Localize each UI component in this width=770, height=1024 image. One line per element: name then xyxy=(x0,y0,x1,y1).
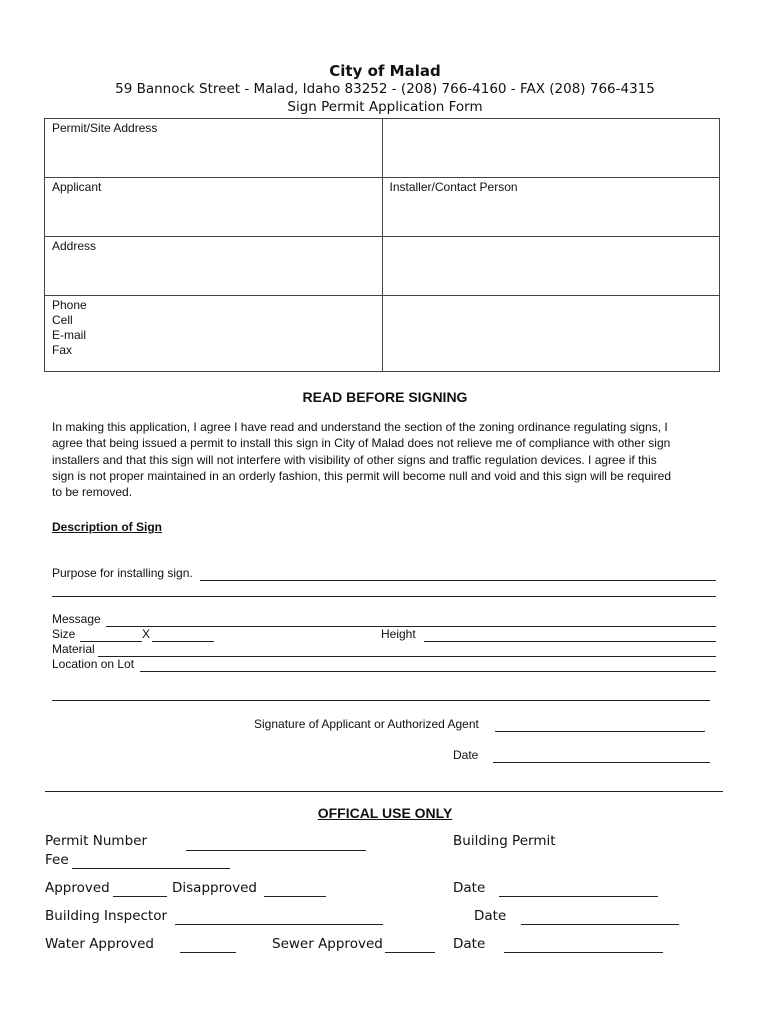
description-of-sign-heading: Description of Sign xyxy=(52,520,163,534)
sewer-approved-line[interactable] xyxy=(385,952,435,953)
fee-label: Fee xyxy=(45,852,69,868)
agreement-line: In making this application, I agree I have read and understand the section of the zoning ordinance regulating signs, I xyxy=(52,420,668,434)
city-address-line: 59 Bannock Street - Malad, Idaho 83252 - (208) 766-4160 - FAX (208) 766-4315 xyxy=(115,81,655,97)
agreement-paragraph xyxy=(52,419,724,500)
approved-label: Approved xyxy=(45,880,110,896)
applicant-label: Applicant xyxy=(52,180,102,194)
permit-number-label: Permit Number xyxy=(45,833,147,849)
disapproved-line[interactable] xyxy=(264,896,326,897)
form-name: Sign Permit Application Form xyxy=(287,99,483,115)
agreement-line: agree that being issued a permit to install this sign in City of Malad does not relieve me of compliance with other sign xyxy=(52,436,671,451)
location-on-lot-line[interactable] xyxy=(140,671,716,672)
signature-label: Signature of Applicant or Authorized Agent xyxy=(254,717,479,731)
inspector-date-line[interactable] xyxy=(521,924,679,925)
address-value-cell[interactable] xyxy=(382,237,720,296)
fax-label: Fax xyxy=(52,343,73,357)
approval-date-line[interactable] xyxy=(499,896,658,897)
page-title: City of Malad xyxy=(329,62,441,80)
address-cell[interactable] xyxy=(45,237,383,296)
purpose-label: Purpose for installing sign. xyxy=(52,566,193,580)
size-label: Size xyxy=(52,627,76,641)
section-divider xyxy=(45,791,723,792)
water-approved-line[interactable] xyxy=(180,952,236,953)
official-use-heading: OFFICAL USE ONLY xyxy=(317,805,453,821)
applicant-info-table xyxy=(44,118,720,372)
cell-label: Cell xyxy=(52,313,73,327)
permit-site-address-label: Permit/Site Address xyxy=(52,121,158,135)
date-label: Date xyxy=(453,748,479,762)
permit-number-line[interactable] xyxy=(186,850,366,851)
installer-contact-cell[interactable] xyxy=(382,178,720,237)
signature-line[interactable] xyxy=(495,731,705,732)
inspector-date-label: Date xyxy=(474,908,507,924)
material-label: Material xyxy=(52,642,95,656)
contact-numbers-value-cell[interactable] xyxy=(382,296,720,372)
sewer-approved-label: Sewer Approved xyxy=(272,936,383,952)
permit-site-address-value-cell[interactable] xyxy=(382,119,720,178)
location-on-lot-label: Location on Lot xyxy=(52,657,135,671)
sewer-date-label: Date xyxy=(453,936,486,952)
material-line[interactable] xyxy=(98,656,716,657)
purpose-line-2[interactable] xyxy=(52,596,716,597)
agreement-line: sign is not proper maintained in an orderly fashion, this permit will become null and void and this sign will be required xyxy=(52,468,671,483)
building-permit-label: Building Permit xyxy=(453,833,556,849)
read-before-signing-heading: READ BEFORE SIGNING xyxy=(302,389,468,405)
approval-date-label: Date xyxy=(453,880,486,896)
height-label: Height xyxy=(381,627,416,641)
extra-notes-line[interactable] xyxy=(52,700,710,701)
agreement-line: installers and that this sign will not interfere with visibility of other signs and traffic regulation devices. I agree if this xyxy=(52,452,657,467)
sewer-date-line[interactable] xyxy=(504,952,663,953)
email-label: E-mail xyxy=(52,328,87,342)
message-label: Message xyxy=(52,612,101,626)
water-approved-label: Water Approved xyxy=(45,936,154,952)
date-line[interactable] xyxy=(493,762,710,763)
applicant-cell[interactable] xyxy=(45,178,383,237)
installer-contact-label: Installer/Contact Person xyxy=(389,180,518,194)
height-line[interactable] xyxy=(424,641,716,642)
disapproved-label: Disapproved xyxy=(172,880,257,896)
agreement-line: to be removed. xyxy=(52,485,133,500)
purpose-line[interactable] xyxy=(200,580,716,581)
phone-label: Phone xyxy=(52,298,87,312)
building-inspector-label: Building Inspector xyxy=(45,908,168,924)
address-label: Address xyxy=(52,239,97,253)
size-length-line[interactable] xyxy=(152,641,214,642)
building-inspector-line[interactable] xyxy=(175,924,383,925)
approved-line[interactable] xyxy=(113,896,167,897)
fee-line[interactable] xyxy=(72,868,230,869)
permit-site-address-cell[interactable] xyxy=(45,119,383,178)
size-x-label: X xyxy=(142,627,151,641)
contact-numbers-cell[interactable] xyxy=(45,296,383,372)
